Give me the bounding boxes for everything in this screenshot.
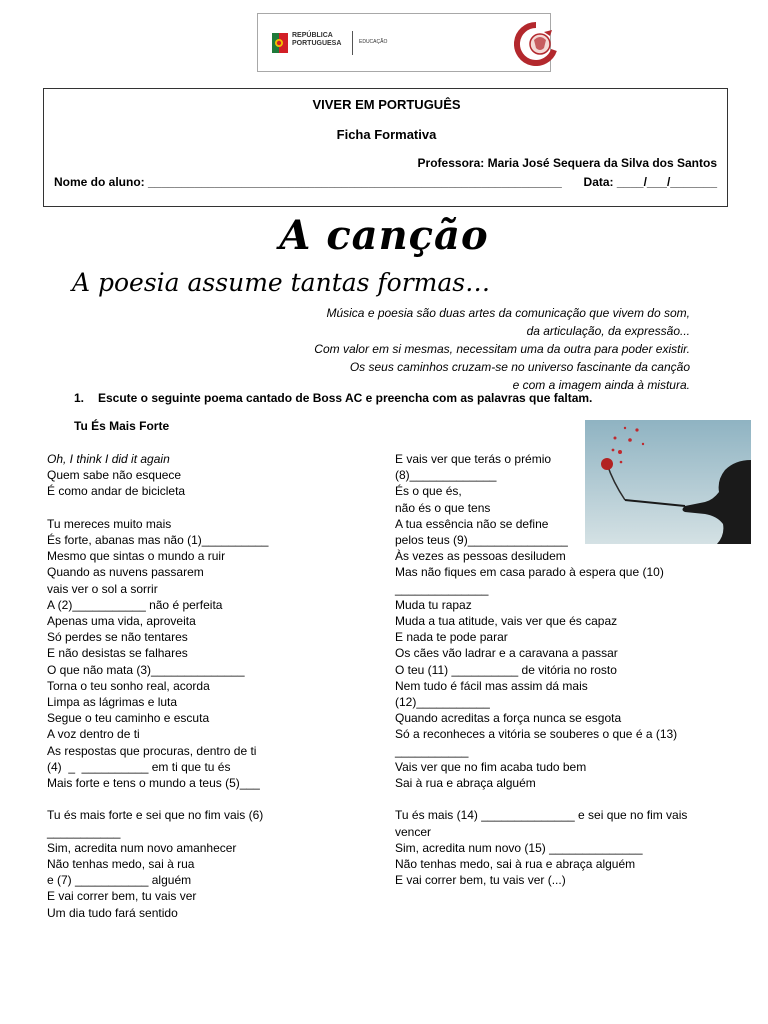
lyric-line: Sim, acredita num novo amanhecer: [47, 840, 237, 855]
intro-line: da articulação, da expressão...: [526, 324, 690, 338]
page-subtitle: A poesia assume tantas formas…: [72, 268, 491, 297]
lyric-line: Mas não fiques em casa parado à espera que (10): [395, 565, 664, 580]
lyric-line: Muda a tua atitude, vais ver que és capaz: [395, 614, 618, 629]
lyric-line: Tu és mais forte e sei que no fim vais (6): [47, 808, 264, 823]
lyric-line: E vai correr bem, tu vais ver: [47, 889, 197, 904]
lyric-line: pelos teus (9)_______________: [395, 533, 568, 548]
lyric-line: ___________: [47, 824, 121, 839]
lyric-line: [47, 500, 377, 516]
lyric-line: Só a reconheces a vitória se souberes o que é a (13): [395, 727, 678, 742]
lyric-line: Vais ver que no fim acaba tudo bem: [395, 759, 587, 774]
lyric-line: Não tenhas medo, sai à rua e abraça alguém: [395, 857, 636, 872]
lyric-line: [47, 791, 377, 807]
lyric-line: vencer: [395, 824, 432, 839]
lyric-line: Só perdes se não tentares: [47, 630, 188, 645]
lyric-line: Mesmo que sintas o mundo a ruir: [47, 549, 226, 564]
republic-logo-text: [292, 32, 341, 48]
lyric-line: É como andar de bicicleta: [47, 484, 186, 499]
lyric-line: És o que és,: [395, 484, 462, 499]
lyric-line: E nada te pode parar: [395, 630, 508, 645]
lyric-line: A (2)___________ não é perfeita: [47, 597, 223, 612]
lyric-line: O teu (11) __________ de vitória no rosto: [395, 662, 617, 677]
lyric-line: E vai correr bem, tu vais ver (...): [395, 873, 566, 888]
lyric-line: Sai à rua e abraça alguém: [395, 776, 536, 791]
lyric-line: A tua essência não se define: [395, 516, 549, 531]
lyric-line: Os cães vão ladrar e a caravana a passar: [395, 646, 618, 661]
worksheet-header: [43, 88, 728, 207]
course-title: VIVER EM PORTUGUÊS: [312, 97, 461, 112]
ministry-label: EDUCAÇÃO: [359, 39, 388, 45]
intro-line: Música e poesia são duas artes da comunicação que vivem do som,: [326, 306, 690, 320]
republic-line2: PORTUGUESA: [292, 40, 342, 47]
lyric-line: (8)_____________: [395, 468, 497, 483]
instruction-text: Escute o seguinte poema cantado de Boss AC e preencha com as palavras que faltam.: [98, 391, 593, 405]
worksheet-type: Ficha Formativa: [336, 127, 437, 142]
date-field[interactable]: Data: ____/___/_______: [583, 175, 717, 189]
lyric-line: Torna o teu sonho real, acorda: [47, 678, 210, 693]
lyric-line: e (7) ___________ alguém: [47, 873, 192, 888]
intro-line: Os seus caminhos cruzam-se no universo fascinante da canção: [349, 360, 690, 374]
lyric-line: Um dia tudo fará sentido: [47, 905, 178, 920]
lyric-line: Sim, acredita num novo (15) ______________: [395, 840, 643, 855]
lyric-line: vais ver o sol a sorrir: [47, 581, 158, 596]
lyric-line: Tu és mais (14) ______________ e sei que no fim vais: [395, 808, 688, 823]
lyric-line: Mais forte e tens o mundo a teus (5)___: [47, 776, 260, 791]
lyric-line: não és o que tens: [395, 500, 491, 515]
republic-line1: REPÚBLICA: [292, 32, 333, 39]
lyric-line: Às vezes as pessoas desiludem: [395, 549, 566, 564]
intro-paragraph: [314, 304, 690, 394]
lyric-line: És forte, abanas mas não (1)__________: [47, 533, 269, 547]
teacher-name: Professora: Maria José Sequera da Silva dos Santos: [417, 156, 717, 170]
lyric-line: Muda tu rapaz: [395, 597, 472, 612]
lyric-line: ___________: [395, 743, 469, 758]
intro-line: e com a imagem ainda à mistura.: [512, 378, 690, 392]
lyrics-column-left: [47, 451, 377, 921]
logo-banner: [257, 13, 551, 72]
lyric-line: Quem sabe não esquece: [47, 468, 182, 483]
school-crest-icon: [514, 22, 558, 66]
lyric-line: (4) _ __________ em ti que tu és: [47, 759, 231, 774]
lyric-line: (12)___________: [395, 695, 490, 710]
lyric-line: Tu mereces muito mais: [47, 516, 172, 531]
lyric-line: ______________: [395, 581, 489, 596]
logo-divider: [352, 31, 353, 55]
portugal-flag-icon: [272, 33, 288, 53]
lyric-line: Apenas uma vida, aproveita: [47, 614, 196, 629]
lyric-line: Não tenhas medo, sai à rua: [47, 857, 195, 872]
lyric-line: A voz dentro de ti: [47, 727, 140, 742]
lyric-line: E vais ver que terás o prémio: [395, 452, 552, 466]
lyric-line: E não desistas se falhares: [47, 646, 188, 661]
lyric-line: Quando acreditas a força nunca se esgota: [395, 711, 622, 726]
lyric-line: Nem tudo é fácil mas assim dá mais: [395, 678, 588, 693]
lyric-line: Limpa as lágrimas e luta: [47, 695, 178, 710]
lyric-line: As respostas que procuras, dentro de ti: [47, 743, 257, 758]
song-title: Tu És Mais Forte: [74, 419, 170, 433]
instruction-number: 1.: [74, 391, 85, 405]
lyric-line: [395, 791, 725, 807]
page-title: A canção: [279, 212, 489, 259]
instruction: [74, 391, 592, 405]
lyric-line: O que não mata (3)______________: [47, 662, 245, 677]
lyric-line: Oh, I think I did it again: [47, 452, 170, 466]
intro-line: Com valor em si mesmas, necessitam uma da outra para poder existir.: [314, 342, 690, 356]
silhouette-flower-image: [585, 420, 751, 544]
lyric-line: Quando as nuvens passarem: [47, 565, 204, 580]
student-name-field[interactable]: Nome do aluno: ______________________________________________________________: [54, 175, 562, 189]
lyric-line: Segue o teu caminho e escuta: [47, 711, 210, 726]
